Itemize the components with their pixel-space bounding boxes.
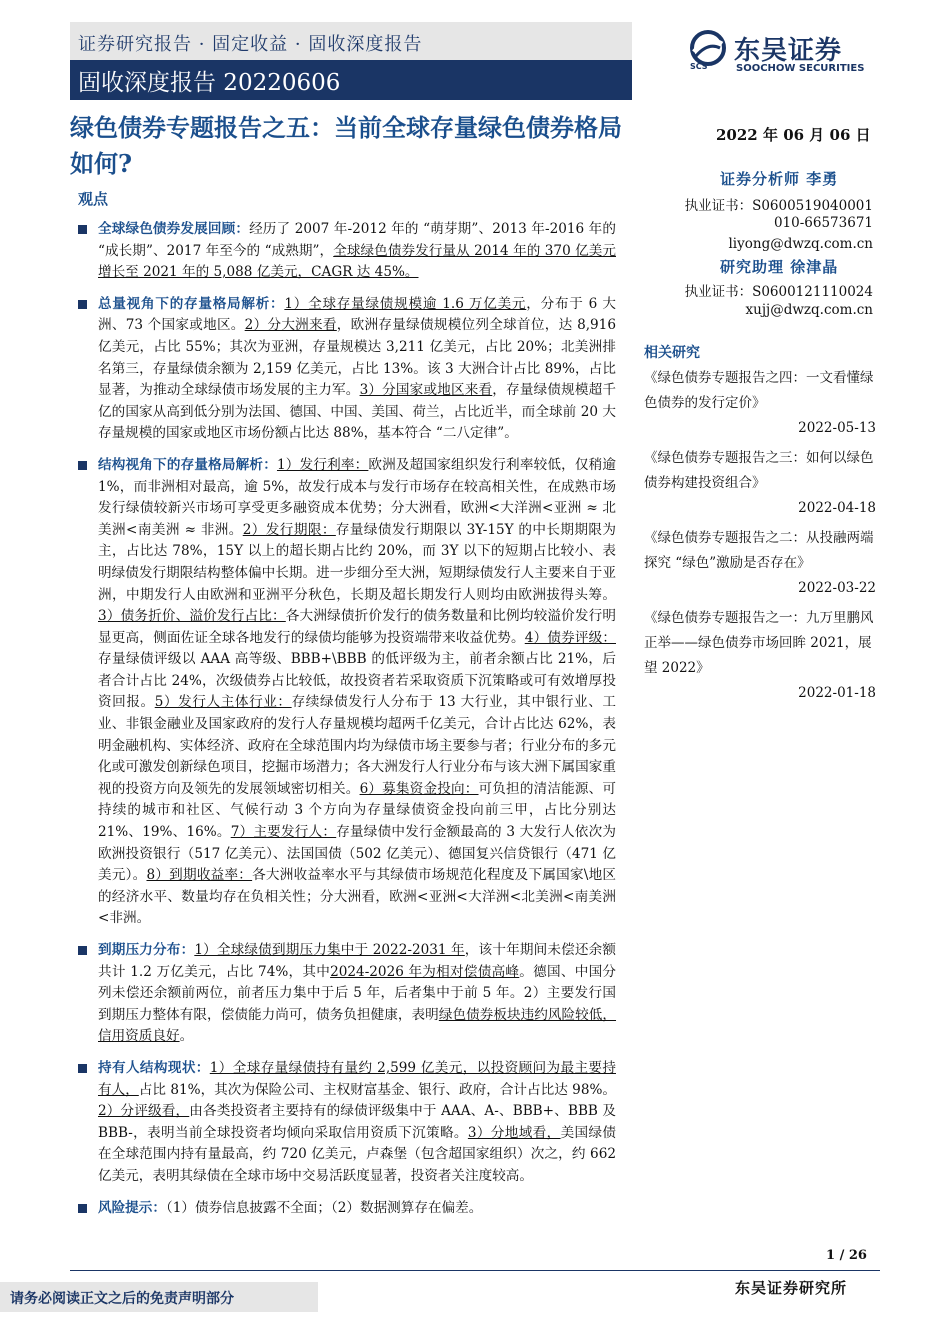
related-research-title: 相关研究 bbox=[644, 345, 700, 361]
bullet-development-review bbox=[78, 219, 616, 284]
bullet-text: 存量绿债中发行金额最高的 3 大发行人依次为欧洲投资银行（517 亿美元）、法国国债（502 亿美元）、德国复兴信贷银行（471 亿美元）。 bbox=[98, 824, 616, 884]
bullet-text: 各大洲收益率水平与其绿债市场规范化程度及下属国家\地区的经济水平、数量均存在负相关性；分大洲看，欧洲<亚洲<大洋洲<北美洲<南美洲<非洲。 bbox=[98, 867, 617, 927]
bullet-heading: 持有人结构现状： bbox=[98, 1059, 210, 1076]
bullet-text: 占比 81%，其次为保险公司、主权财富基金、银行、政府，合计占比达 98%。 bbox=[138, 1081, 616, 1098]
bullet-key-point: 8）到期收益率： bbox=[146, 867, 253, 884]
bullet-key-point: 4）债券评级： bbox=[524, 629, 616, 646]
bullet-text: 美国绿债在全球范围内持有量最高，约 720 亿美元，卢森堡（包含超国家组织）次之，约 662 亿美元，表明其绿债在全球市场中交易活跃度显著，投资者关注度较高。 bbox=[98, 1124, 617, 1184]
analyst-1-phone: 010-66573671 bbox=[773, 215, 873, 231]
bullet-text: 存量绿债评级以 AAA 高等级、BBB+\BBB 的低评级为主，前者余额占比 21%，后者合计占比 24%，次级债券占比较低，故投资者若采取资质下沉策略或可有效增厚投资回报。 bbox=[98, 651, 616, 711]
bullet-text: 由各类投资者主要持有的绿债评级集中于 AAA、A-、BBB+、BBB 及 BBB-，表明当前全球投资者均倾向采取信用资质下沉策略。 bbox=[98, 1103, 616, 1141]
report-type: 固收深度报告 20220606 bbox=[78, 70, 341, 96]
related-item-date: 2022-04-18 bbox=[798, 500, 876, 516]
footer-divider bbox=[70, 1270, 880, 1271]
bullet-heading: 结构视角下的存量格局解析： bbox=[98, 456, 277, 473]
bullet-key-point: 绿色债券板块违约风险较低，信用资质良好 bbox=[98, 1006, 617, 1045]
bullet-heading: 到期压力分布： bbox=[98, 942, 195, 958]
bullet-key-point: 1）发行利率： bbox=[276, 456, 369, 473]
analyst-1-cert: 执业证书：S0600519040001 bbox=[684, 198, 873, 214]
bullet-key-point: 2）分大洲来看 bbox=[244, 317, 337, 334]
bullet-key-point: 1）全球存量绿债持有量约 2,599 亿美元，以投资顾问为最主要持有人， bbox=[98, 1059, 616, 1098]
bullet-text: ，分布于 6 大洲、73 个国家或地区。 bbox=[98, 295, 616, 334]
bullet-structure-analysis bbox=[78, 455, 616, 930]
report-title: 绿色债券专题报告之五：当前全球存量绿色债券格局如何? bbox=[70, 113, 622, 178]
analyst-1-name: 证券分析师 李勇 bbox=[720, 170, 839, 188]
bullet-aggregate-analysis bbox=[78, 294, 616, 445]
bullet-key-point: 1）全球绿债到期压力集中于 2022-2031 年 bbox=[194, 942, 465, 958]
report-date: 2022 年 06 月 06 日 bbox=[716, 126, 871, 144]
bullet-key-point: 3）分国家或地区来看 bbox=[359, 382, 493, 399]
related-item-title[interactable]: 《绿色债券专题报告之二：从投融两端探究 “绿色”激励是否存在》 bbox=[644, 530, 874, 571]
bullet-text: ，欧洲存量绿债规模位列全球首位，达 8,916 亿美元，占比 55%；其次为亚洲，存量规模达 3,211 亿美元，占比 20%；北美洲排名第三，存量绿债余额为 2,159 亿美元，占比 13%。该 3 大洲合计占比 89%，占比显著，为推动全球绿债市场发展的主力军。 bbox=[98, 317, 616, 399]
bullet-text: 存续绿债发行人分布于 13 大行业，其中银行业、工业、非银金融业及国家政府的发行人存量规模均超两千亿美元，合计占比达 62%，表明金融机构、实体经济、政府在全球范围内均为绿债市场主要参与者；行业分布的多元化或可激发创新绿色项目，挖掘市场潜力；各大洲发行人行业分布与该大洲下属国家重视的投资方向及领先的发展领域密切相关。 bbox=[98, 694, 616, 797]
related-item-title[interactable]: 《绿色债券专题报告之三：如何以绿色债券构建投资组合》 bbox=[644, 450, 874, 491]
logo-english: SOOCHOW SECURITIES bbox=[736, 63, 865, 74]
bullet-text: 欧洲及超国家组织发行利率较低，仅稍逾 1%，而非洲相对最高，逾 5%，故发行成本与发行市场存在较高相关性，在成熟市场发行绿债较新兴市场可享受更多融资成本优势；分大洲看，欧洲<大洋洲<亚洲 ≈ 北美洲<南美洲 ≈ 非洲。 bbox=[98, 456, 617, 538]
analyst-2-cert: 执业证书：S0600121110024 bbox=[684, 284, 873, 300]
viewpoint-body bbox=[78, 219, 616, 1229]
bullet-text: ，存量绿债规模超千亿的国家从高到低分别为法国、德国、中国、美国、荷兰，占比近半，而全球前 20 大存量规模的国家或地区市场份额占比达 88%，基本符合 “二八定律”。 bbox=[98, 382, 617, 442]
analyst-2-name: 研究助理 徐津晶 bbox=[720, 258, 839, 276]
bullet-key-point: 1）全球存量绿债规模逾 1.6 万亿美元 bbox=[284, 295, 527, 312]
bullet-key-point: 5）发行人主体行业： bbox=[154, 694, 292, 711]
bullet-key-point: 2）发行期限： bbox=[242, 521, 336, 538]
bullet-text: 。德国、中国分列未偿还余额前两位，前者压力集中于后 5 年，后者集中于前 5 年。2）主要发行国到期压力整体有限，偿债能力尚可，债务负担健康，表明 bbox=[98, 963, 617, 1023]
bullet-key-point: 2024-2026 年为相对偿债高峰 bbox=[330, 963, 520, 980]
bullet-key-point: 7）主要发行人： bbox=[230, 824, 337, 841]
bullet-heading: 总量视角下的存量格局解析： bbox=[98, 295, 285, 312]
disclaimer-note[interactable]: 请务必阅读正文之后的免责声明部分 bbox=[10, 1291, 234, 1307]
related-item-date: 2022-01-18 bbox=[798, 685, 876, 701]
bullet-heading: 全球绿色债券发展回顾： bbox=[98, 221, 250, 237]
bullet-text: 存量绿债发行期限以 3Y-15Y 的中长期期限为主，占比达 78%，15Y 以上的超长期占比约 20%，而 3Y 以下的短期占比较小、表明绿债发行期限结构整体偏中长期。进一步细分至大洲，短期绿债发行人主要来自于亚洲，中期发行人由欧洲和亚洲平分秋色，长期及超长期发行人则均由欧洲拔得头筹。 bbox=[98, 521, 617, 603]
logo-mark: SCS bbox=[690, 62, 708, 71]
logo-chinese: 东吴证券 bbox=[734, 36, 843, 66]
bullet-holder-structure bbox=[78, 1058, 616, 1188]
bullet-key-point: 6）募集资金投向： bbox=[359, 780, 479, 797]
bullet-text: 。 bbox=[179, 1028, 194, 1045]
bullet-text: （1）债券信息披露不全面；（2）数据测算存在偏差。 bbox=[165, 1199, 483, 1216]
related-research-list bbox=[644, 366, 876, 711]
related-item-title[interactable]: 《绿色债券专题报告之四：一文看懂绿色债券的发行定价》 bbox=[644, 370, 874, 411]
page-number: 1 / 26 bbox=[826, 1248, 867, 1263]
related-item-title[interactable]: 《绿色债券专题报告之一：九万里鹏风正举——绿色债券市场回眸 2021，展望 2022》 bbox=[644, 610, 874, 676]
bullet-maturity-pressure bbox=[78, 940, 616, 1048]
bullet-key-point: 2）分评级看， bbox=[98, 1103, 190, 1120]
bullet-key-point: 全球绿色债券发行量从 2014 年的 370 亿美元增长至 2021 年的 5,088 亿美元，CAGR 达 45%。 bbox=[98, 242, 616, 281]
related-item-date: 2022-05-13 bbox=[798, 420, 876, 436]
analyst-1-email[interactable]: liyong@dwzq.com.cn bbox=[728, 236, 873, 252]
related-item-date: 2022-03-22 bbox=[798, 580, 876, 596]
bullet-heading: 风险提示： bbox=[98, 1199, 166, 1216]
viewpoint-heading: 观点 bbox=[78, 190, 109, 208]
bullet-text: 经历了 2007 年-2012 年的 “萌芽期”、2013 年-2016 年的 “成长期”、2017 年至今的 “成熟期”， bbox=[98, 221, 616, 259]
soochow-logo-icon bbox=[688, 30, 728, 72]
bullet-key-point: 3）债务折价、溢价发行占比： bbox=[98, 608, 286, 625]
bullet-key-point: 3）分地域看， bbox=[467, 1124, 561, 1141]
bullet-text: 各大洲绿债折价发行的债务数量和比例均较溢价发行明显更高，侧面佐证全球各地发行的绿债均能够为投资端带来收益优势。 bbox=[98, 608, 616, 646]
bullet-text: ，该十年期间未偿还余额共计 1.2 万亿美元，占比 74%，其中 bbox=[98, 942, 616, 980]
footer-institute: 东吴证券研究所 bbox=[735, 1279, 848, 1297]
analyst-2-email[interactable]: xujj@dwzq.com.cn bbox=[745, 302, 873, 318]
bullet-text: 可负担的清洁能源、可持续的城市和社区、气候行动 3 个方向为存量绿债资金投向前三甲，占比分别达 21%、19%、16%。 bbox=[98, 780, 617, 841]
bullet-risk-warning bbox=[78, 1198, 616, 1220]
report-category: 证券研究报告 · 固定收益 · 固收深度报告 bbox=[78, 34, 423, 55]
